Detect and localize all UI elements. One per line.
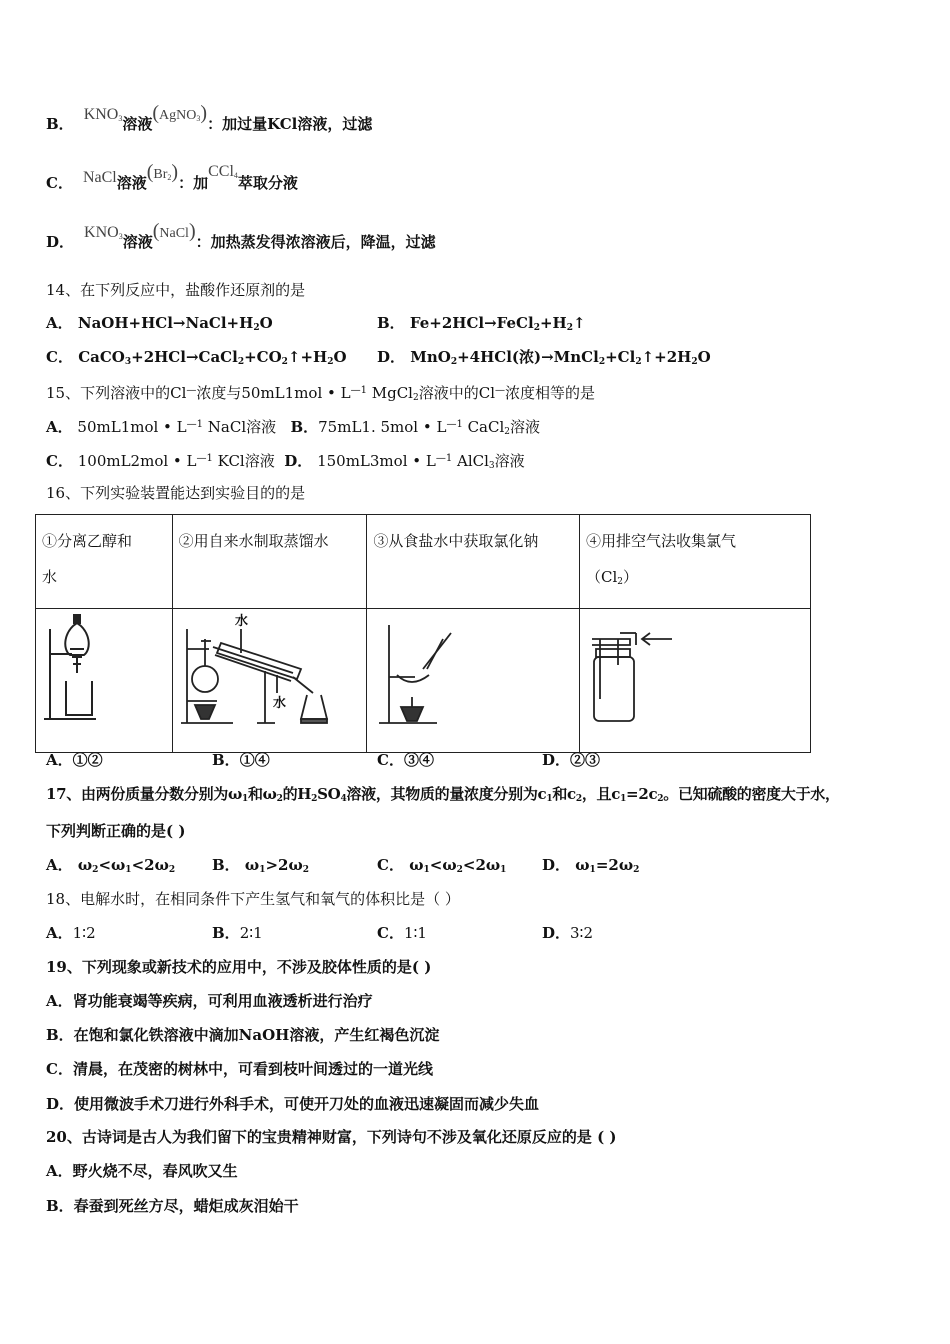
q20-stem: 20、古诗词是古人为我们留下的宝贵精神财富，下列诗句不涉及氧化还原反应的是 ( ) (46, 1128, 617, 1146)
q16-figure-1 (36, 609, 173, 753)
q18-option-b: B．2∶1 (212, 924, 263, 942)
q14-option-b: B． $Fe+2HCl\to FeCl_2+H_2↑$ (377, 314, 586, 333)
q18-option-a: A．1∶2 (46, 924, 96, 942)
q13-d-impurity: (NaCl) (152, 220, 196, 242)
q17-option-c: C． $\omega_1<\omega_2<2\omega_1$ (377, 856, 507, 875)
q19-stem: 19、下列现象或新技术的应用中，不涉及胶体性质的是( ) (46, 958, 432, 976)
q13-d-solute: $KNO_3$ (84, 224, 123, 241)
q16-option-c: C．③④ (377, 751, 434, 769)
q13-c-impurity: $(Br_2)$ (146, 161, 179, 183)
q16-figure-4 (580, 609, 811, 753)
q20-option-b: B．春蚕到死丝方尽，蜡炬成灰泪始干 (46, 1197, 299, 1215)
q13-b-impurity: (AgNO$_3$) (152, 102, 208, 124)
q16-figure-2 (172, 609, 367, 753)
water-outlet-label: 水 (272, 696, 286, 711)
q16-cell-4: ④用排空气法收集氯气 $(Cl_2)$ (580, 515, 811, 609)
q16-cell-1: ①分离乙醇和 水 (36, 515, 173, 609)
q13-b-solute: $KNO_3$ (83, 106, 123, 123)
q14-stem: 14、在下列反应中，盐酸作还原剂的是 (46, 281, 306, 299)
q19-option-c: C．清晨，在茂密的树林中，可看到枝叶间透过的一道光线 (46, 1060, 433, 1078)
q18-option-c: C．1∶1 (377, 924, 427, 942)
q16-stem: 16、下列实验装置能达到实验目的的是 (46, 484, 306, 502)
q13-c-reagent: CCl$_4$ (208, 163, 238, 180)
q14-option-a: A． $NaOH+HCl\to NaCl+H_2O$ (46, 314, 273, 333)
q18-option-d: D．3∶2 (542, 924, 594, 942)
q17-option-d: D． $\omega_1=2\omega_2$ (542, 856, 640, 875)
q17-option-a: A． $\omega_2<\omega_1<2\omega_2$ (46, 856, 176, 875)
q15-stem: 15、下列溶液中的Cl—浓度与50mL1mol • $L^{—1}$ MgCl$_2$溶液中的Cl—浓度相等的是 (46, 384, 596, 403)
q20-option-a: A．野火烧不尽，春风吹又生 (46, 1162, 238, 1180)
q16-option-d: D．②③ (542, 751, 601, 769)
q16-figure-3 (367, 609, 580, 753)
q19-option-a: A．肾功能衰竭等疾病，可利用血液透析进行治疗 (46, 992, 373, 1010)
q16-cell-3: ③从食盐水中获取氯化钠 (367, 515, 580, 609)
q16-option-b: B．①④ (212, 751, 270, 769)
q13-option-d: D．$KNO_3$溶液(NaCl)：加热蒸发得浓溶液后，降温，过滤 (46, 220, 436, 251)
q17-options (46, 854, 806, 876)
q15-options-ab: A． 50mL1mol • $L^{—1}$ NaCl溶液 B．75mL1. 5mol • $L^{—1}$ CaCl$_2$溶液 (46, 418, 541, 437)
q13-c-solute: NaCl (82, 169, 117, 186)
q18-stem: 18、电解水时，在相同条件下产生氢气和氧气的体积比是（ ） (46, 890, 460, 908)
q15-options-cd: C． 100mL2mol • $L^{—1}$ KCl溶液 D． 150mL3mol • $L^{—1}$ AlCl$_3$溶液 (46, 452, 525, 471)
distillation-apparatus-diagram (173, 609, 355, 739)
q17-option-b: B． $\omega_1>2\omega_2$ (212, 856, 310, 875)
q14-option-c: C． $CaCO_3+2HCl\to CaCl_2+CO_2↑+H_2O$ (46, 348, 347, 367)
gas-collection-bottle-diagram (580, 609, 810, 739)
q16-apparatus-table (35, 514, 811, 753)
q16-option-a: A．①② (46, 751, 103, 769)
q14-option-d: D． MnO$_2$+4HCl(浓)$\to MnCl_2+Cl_2↑+2H_2O$ (377, 348, 711, 367)
separatory-funnel-diagram (36, 609, 160, 739)
q19-option-d: D．使用微波手术刀进行外科手术，可使开刀处的血液迅速凝固而减少失血 (46, 1095, 540, 1113)
q16-options (46, 749, 806, 771)
evaporation-apparatus-diagram (367, 609, 567, 739)
water-inlet-label: 水 (234, 614, 248, 629)
q13-option-b: B．$KNO_3$溶液(AgNO$_3$)：加过量KCl溶液，过滤 (46, 102, 373, 133)
q13-option-c: C． NaCl溶液$(Br_2)$：加CCl$_4$萃取分液 (46, 161, 298, 192)
q19-option-b: B．在饱和氯化铁溶液中滴加NaOH溶液，产生红褐色沉淀 (46, 1026, 440, 1044)
q16-cell-2: ②用自来水制取蒸馏水 (172, 515, 367, 609)
q17-stem-line1: 17、由两份质量分数分别为$\omega_1$和$\omega_2$的$H_2SO_4$溶液，其物质的量浓度分别为$c_1$和$c_2$，且$c_1=2c_2$。已知硫酸的密度大于水， (46, 785, 840, 804)
q18-options (46, 922, 806, 944)
q17-stem-line2: 下列判断正确的是( ) (46, 822, 186, 840)
